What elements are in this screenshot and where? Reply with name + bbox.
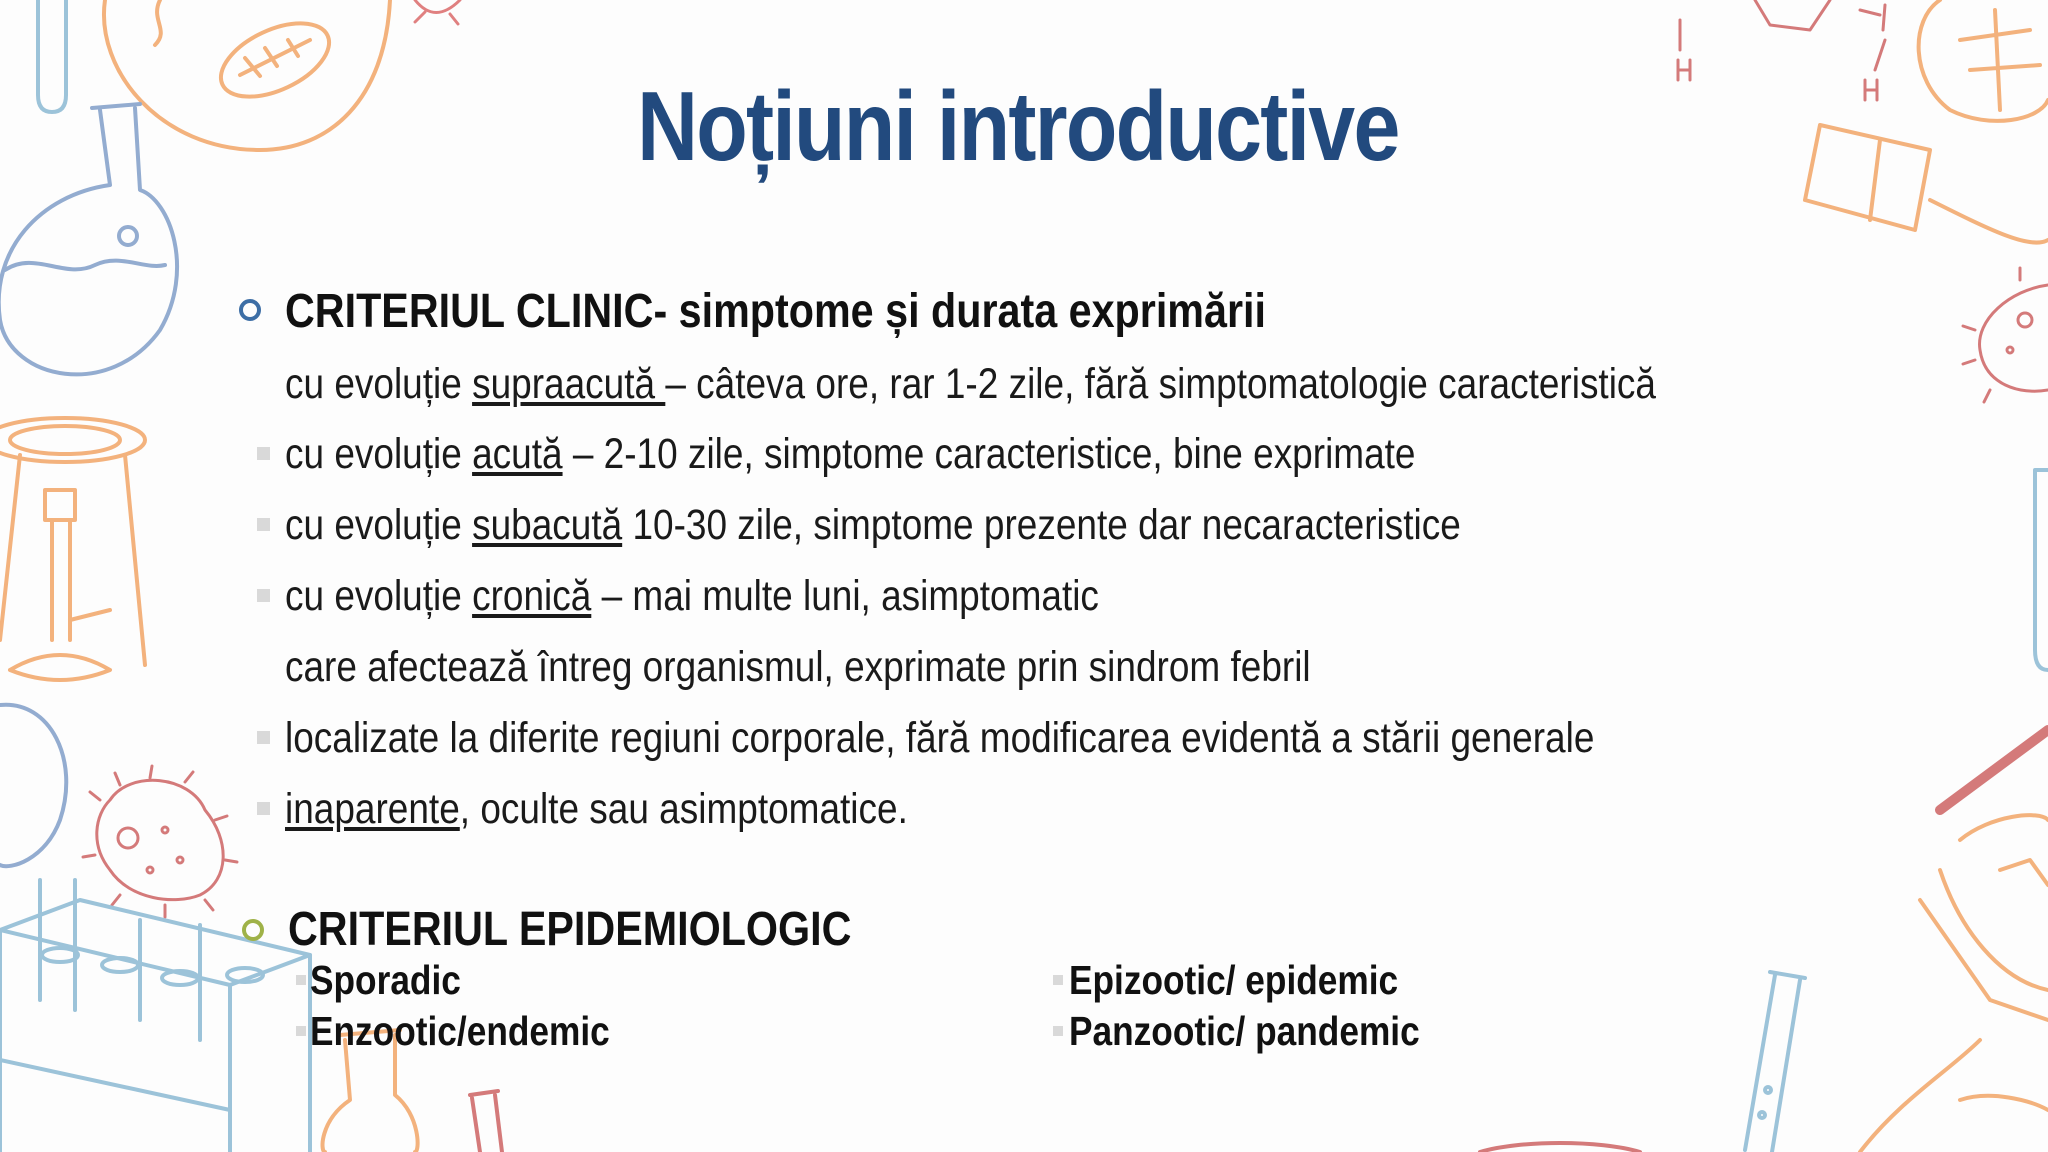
circle-bullet-icon <box>242 919 264 941</box>
clinical-criterion-heading: CRITERIUL CLINIC- simptome și durata exprimării <box>285 285 1266 338</box>
square-bullet-icon <box>296 975 306 985</box>
square-bullet-icon <box>257 447 270 460</box>
clinical-line-1: cu evoluție supraacută – câteva ore, rar 1-2 zile, fără simptomatologie caracteristică <box>285 360 1656 408</box>
clinical-line-2: cu evoluție acută – 2-10 zile, simptome caracteristice, bine exprimate <box>285 430 1416 478</box>
clinical-line-5: care afectează întreg organismul, exprimate prin sindrom febril <box>285 643 1311 691</box>
square-bullet-icon <box>1053 1026 1063 1036</box>
clinical-line-6: localizate la diferite regiuni corporale, fără modificarea evidentă a stării generale <box>285 714 1595 762</box>
square-bullet-icon <box>1053 975 1063 985</box>
square-bullet-icon <box>296 1026 306 1036</box>
square-bullet-icon <box>257 802 270 815</box>
clinical-line-7: inaparente, oculte sau asimptomatice. <box>285 785 908 833</box>
epidemiological-criterion-heading: CRITERIUL EPIDEMIOLOGIC <box>288 903 852 956</box>
clinical-line-3: cu evoluție subacută 10-30 zile, simptome prezente dar necaracteristice <box>285 501 1461 549</box>
epidemiological-item: Sporadic <box>310 957 461 1003</box>
slide-title: Noțiuni introductive <box>637 71 1399 181</box>
epidemiological-item: Panzootic/ pandemic <box>1069 1008 1420 1054</box>
epidemiological-item: Epizootic/ epidemic <box>1069 957 1399 1003</box>
clinical-line-4: cu evoluție cronică – mai multe luni, asimptomatic <box>285 572 1099 620</box>
circle-bullet-icon <box>239 299 261 321</box>
epidemiological-item: Enzootic/endemic <box>310 1008 610 1054</box>
square-bullet-icon <box>257 731 270 744</box>
square-bullet-icon <box>257 518 270 531</box>
square-bullet-icon <box>257 589 270 602</box>
